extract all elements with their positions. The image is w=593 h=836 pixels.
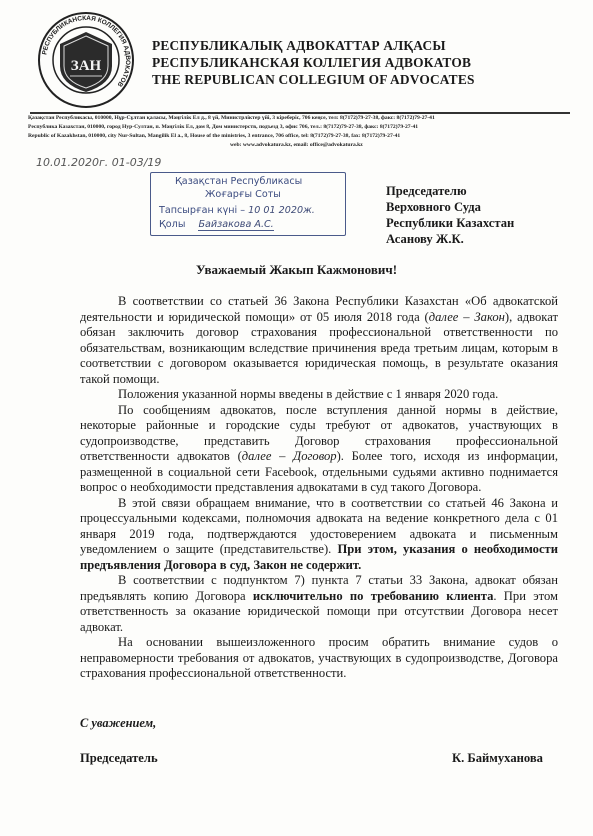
org-name-kz: РЕСПУБЛИКАЛЫҚ АДВОКАТТАР АЛҚАСЫ <box>152 38 446 53</box>
stamp-line-1: Қазақстан Республикасы <box>175 176 303 187</box>
collegium-logo <box>30 10 142 110</box>
addressee-line-2: Верховного Суда <box>386 200 481 214</box>
registration-number: 10.01.2020г. 01-03/19 <box>36 156 162 169</box>
stamp-line-2: Жоғарғы Соты <box>205 189 281 200</box>
addressee-line-3: Республики Казахстан <box>386 216 515 230</box>
paragraph-5: В соответствии с подпунктом 7) пункта 7 статьи 33 Закона, адвокат обязан предъявлять копию Договора исключительно по требованию клиента. При этом ответственность за оказание юридической помощи при отсутствии Договора несет адвокат. <box>80 573 558 634</box>
stamp-signature-label: Қолы <box>159 219 186 230</box>
receipt-stamp <box>150 172 346 236</box>
addressee-line-4: Асанову Ж.К. <box>386 232 464 246</box>
contact-web: web: www.advokatura.kz, email: office@advokatura.kz <box>230 142 363 148</box>
logo-ring-text: РЕСПУБЛИКАНСКАЯ КОЛЛЕГИЯ АДВОКАТОВ <box>41 14 132 88</box>
contact-line-ru: Республика Казахстан, 010000, город Нур-Султан, п. Мәңгілік Ел, дом 8, Дом министерств, подъезд 3, офис 706, тел.: 8(7172)79-27-38, факс: 8(7172)79-27-41 <box>28 124 419 130</box>
signatory-title: Председатель <box>80 751 158 765</box>
paragraph-3: По сообщениям адвокатов, после вступления данной нормы в действие, некоторые районные и городские суды требуют от адвокатов, участвующих в судопроизводстве, представить Договор страхования профессиональной ответственности адвокатов (далее – Договор). Более того, исходя из информации, размещенной в социальной сети Facebook, отдельными судьями активно поднимается вопрос о необходимости представления адвокатами в суд такого Договора. <box>80 402 558 494</box>
closing: С уважением, <box>80 716 157 730</box>
letter-body <box>80 294 558 682</box>
addressee-line-1: Председателю <box>386 184 467 198</box>
paragraph-6: На основании вышеизложенного просим обратить внимание судов о неправомерности требования от адвокатов, участвующих в судопроизводстве, Договора страхования профессиональной ответственности. <box>80 635 558 680</box>
signatory-name: К. Баймуханова <box>452 751 543 765</box>
stamp-date-label: Тапсырған күні – <box>159 205 246 216</box>
stamp-signature: Байзакова А.С. <box>198 219 274 230</box>
org-name-ru: РЕСПУБЛИКАНСКАЯ КОЛЛЕГИЯ АДВОКАТОВ <box>152 55 472 70</box>
salutation: Уважаемый Жакып Кажмонович! <box>195 262 398 277</box>
paragraph-4: В этой связи обращаем внимание, что в соответствии со статьей 46 Закона и процессуальными кодексами, полномочия адвоката на ведение конкретного дела с 01 января 2019 года, подтверждаются удостоверением адвоката и письменным уведомлением о защите (представительстве). При этом, указания о необходимости предъявления Договора в суд, Закон не содержит. <box>80 495 558 572</box>
org-name-en: THE REPUBLICAN COLLEGIUM OF ADVOCATES <box>152 72 475 87</box>
header-divider <box>30 112 570 114</box>
logo-text: ЗАН <box>70 58 102 74</box>
paragraph-1: В соответствии со статьей 36 Закона Республики Казахстан «Об адвокатской деятельности и юридической помощи» от 05 июля 2018 года (далее – Закон), адвокат обязан заключить договор страхования профессиональной ответственности по обязательствам, возникающим вследствие причинения вреда третьим лицам, которым в соответствии с договором оказывается юридическая помощь, в результате оказания такой помощи. <box>80 294 558 386</box>
paragraph-2: Положения указанной нормы введены в действие с 1 января 2020 года. <box>118 387 499 401</box>
contact-line-kz: Қазақстан Республикасы, 010000, Нұр-Сұлтан қаласы, Мәңгілік Ел д., 8 үй, Министрліктер үйі, 3 кіреберіс, 706 кеңсе, тел: 8(7172)79-27-38, факс: 8(7172)79-27-41 <box>28 115 435 121</box>
contact-line-en: Republic of Kazakhstan, 010000, city Nur-Sultan, Mangilik El a., 8, House of the ministries, 3 entrance, 706 office, tel: 8(7172)79-27-38, fax: 8(7172)79-27-41 <box>28 133 401 139</box>
stamp-date: 10 01 2020ж. <box>248 205 315 216</box>
